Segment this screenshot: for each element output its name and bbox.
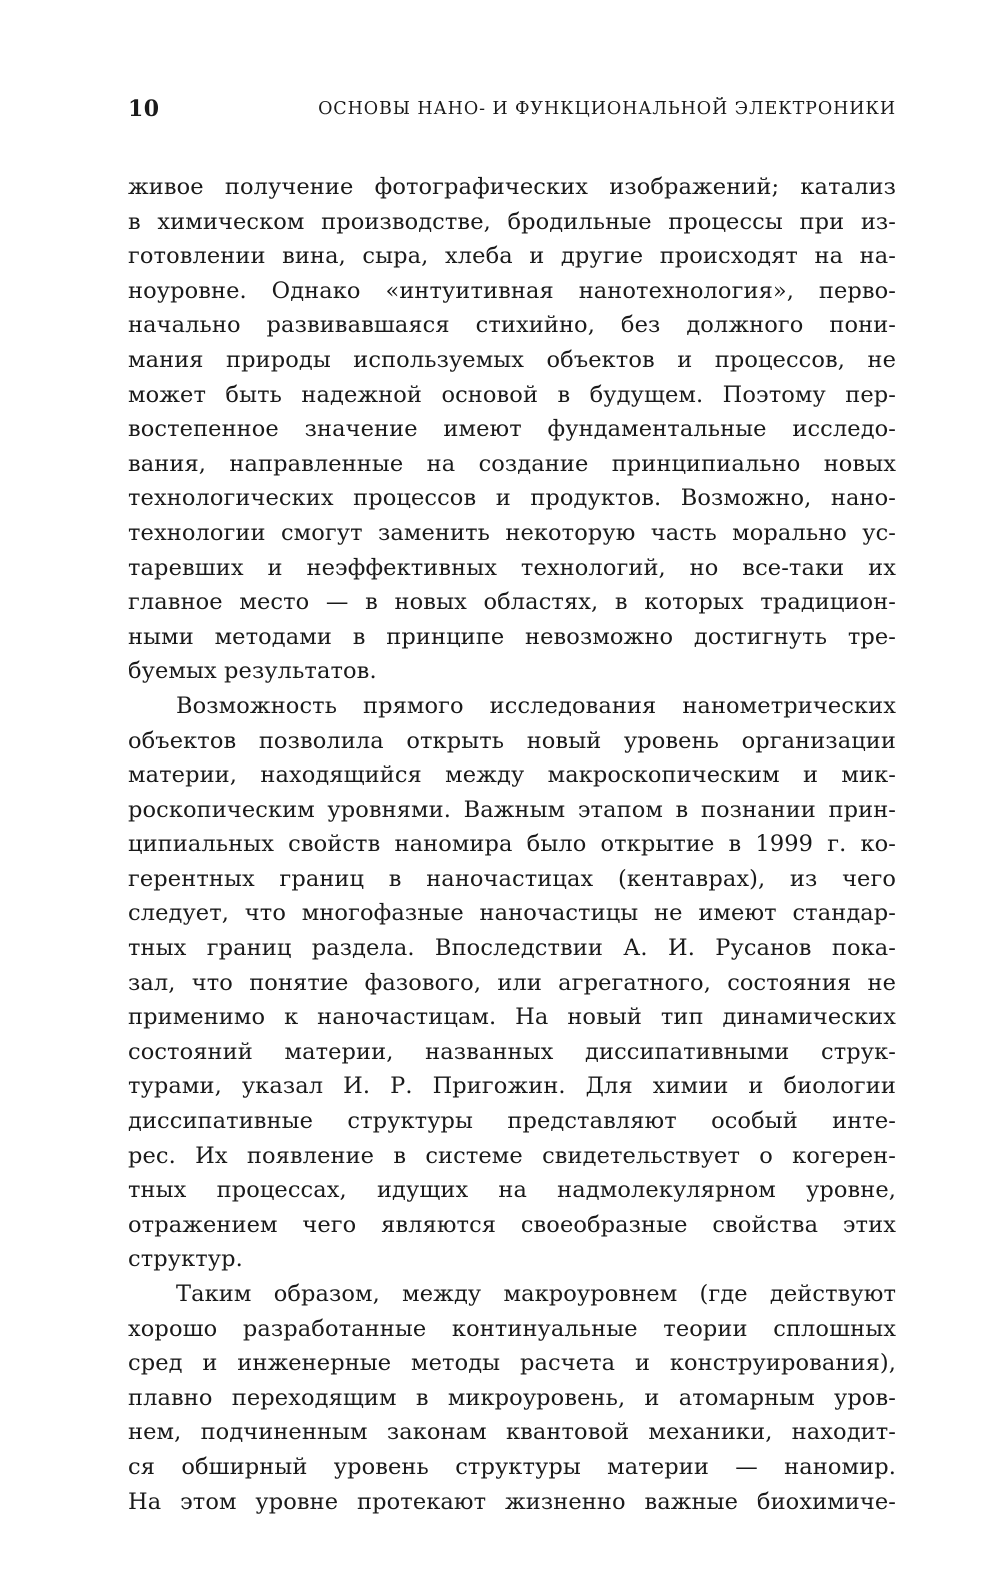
text-line: турами, указал И. Р. Пригожин. Для химии и биологии [128, 1073, 896, 1100]
running-title: ОСНОВЫ НАНО- И ФУНКЦИОНАЛЬНОЙ ЭЛЕКТРОНИКИ [318, 99, 896, 119]
text-line: роскопическим уровнями. Важным этапом в познании прин- [128, 796, 896, 823]
text-line: тных границ раздела. Впоследствии А. И. Русанов пока- [128, 935, 896, 962]
text-line: состояний материи, названных диссипативными струк- [128, 1038, 896, 1065]
text-line: вания, направленные на создание принципиально новых [128, 450, 896, 477]
text-line: таревших и неэффективных технологий, но все-таки их [128, 554, 896, 581]
text-line: живое получение фотографических изображений; катализ [128, 174, 896, 200]
text-line: может быть надежной основой в будущем. Поэтому пер- [128, 381, 896, 408]
text-line: востепенное значение имеют фундаментальные исследо- [128, 416, 896, 443]
text-line: главное место — в новых областях, в которых традицион- [128, 589, 896, 616]
text-line: мания природы используемых объектов и процессов, не [128, 346, 896, 373]
text-line: технологии смогут заменить некоторую часть морально ус- [128, 519, 896, 546]
text-line: отражением чего являются своеобразные свойства этих [128, 1211, 896, 1238]
text-line: готовлении вина, сыра, хлеба и другие происходят на на- [128, 243, 896, 270]
paragraph-2 [128, 689, 896, 1277]
text-line: применимо к наночастицам. На новый тип динамических [128, 1004, 896, 1031]
text-line: рес. Их появление в системе свидетельствует о когерен- [128, 1142, 896, 1169]
text-line: ными методами в принципе невозможно достигнуть тре- [128, 623, 896, 650]
text-line: Таким образом, между макроуровнем (где действуют [176, 1281, 896, 1307]
text-line: хорошо разработанные континуальные теории сплошных [128, 1315, 896, 1342]
paragraph-3 [128, 1277, 896, 1519]
text-line: тных процессах, идущих на надмолекулярном уровне, [128, 1177, 896, 1204]
text-line: ноуровне. Однако «интуитивная нанотехнология», перво- [128, 277, 896, 304]
text-line: Возможность прямого исследования нанометрических [176, 692, 896, 719]
text-line: материи, находящийся между макроскопическим и мик- [128, 762, 896, 789]
body-text [128, 170, 896, 1519]
text-line: сред и инженерные методы расчета и конструирования), [128, 1350, 896, 1377]
text-line: ся обширный уровень структуры материи — наномир. [128, 1453, 896, 1480]
text-line: нем, подчиненным законам квантовой механики, находит- [128, 1419, 896, 1446]
text-line: буемых результатов. [128, 658, 377, 685]
text-line: в химическом производстве, бродильные процессы при из- [128, 208, 896, 235]
text-line: объектов позволила открыть новый уровень организации [128, 727, 896, 754]
text-line: На этом уровне протекают жизненно важные биохимиче- [128, 1488, 896, 1515]
text-line: следует, что многофазные наночастицы не имеют стандар- [128, 900, 896, 927]
text-line: ципиальных свойств наномира было открытие в 1999 г. ко- [128, 831, 896, 858]
text-line: начально развивавшаяся стихийно, без должного пони- [128, 312, 896, 339]
page-number: 10 [128, 96, 160, 122]
text-line: зал, что понятие фазового, или агрегатного, состояния не [128, 969, 896, 996]
text-line: плавно переходящим в микроуровень, и атомарным уров- [128, 1384, 896, 1411]
text-line: структур. [128, 1246, 243, 1273]
text-line: технологических процессов и продуктов. Возможно, нано- [128, 485, 896, 512]
paragraph-1 [128, 170, 896, 689]
text-line: диссипативные структуры представляют особый инте- [128, 1108, 896, 1135]
text-line: герентных границ в наночастицах (кентаврах), из чего [128, 865, 896, 892]
running-head [128, 96, 896, 132]
